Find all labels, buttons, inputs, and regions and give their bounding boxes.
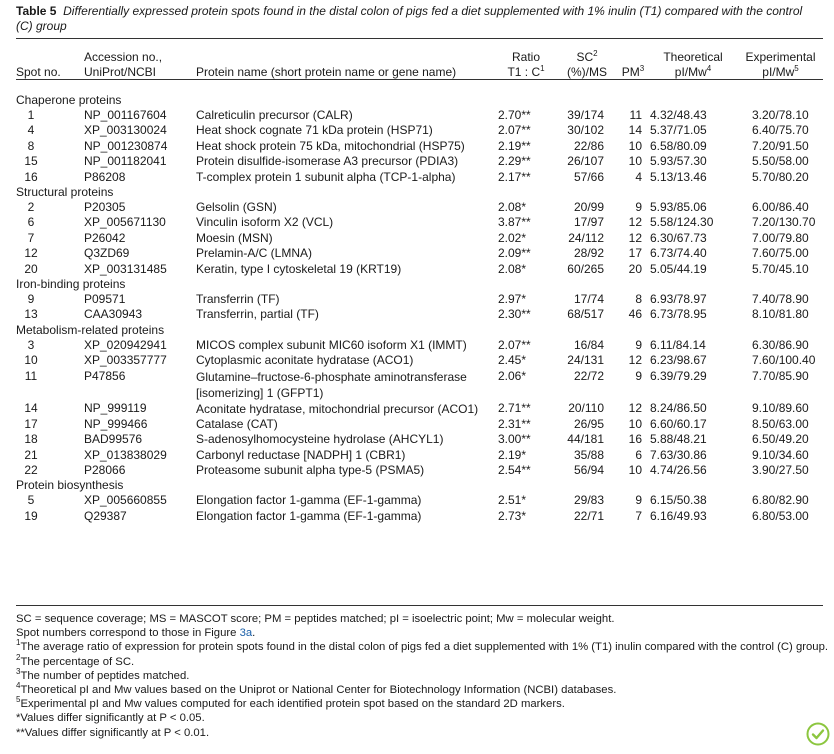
cell-theo: 5.13/13.46 <box>650 169 707 184</box>
cell-theo: 6.16/49.93 <box>650 508 707 523</box>
cell-spot: 14 <box>24 400 38 415</box>
cell-sc: 44/181 <box>567 432 604 447</box>
group-heading: Metabolism-related proteins <box>16 322 165 337</box>
cell-ratio: 2.29** <box>498 154 531 169</box>
cell-theo: 6.23/98.67 <box>650 353 707 368</box>
cell-name: MICOS complex subunit MIC60 isoform X1 (IMMT) <box>196 337 467 352</box>
cell-name: Transferrin (TF) <box>196 292 280 307</box>
cell-pm: 20 <box>628 261 642 276</box>
cell-theo: 8.24/86.50 <box>650 400 707 415</box>
cell-theo: 5.58/124.30 <box>650 215 714 230</box>
cell-sc: 35/88 <box>573 447 604 462</box>
group-heading: Chaperone proteins <box>16 93 122 107</box>
cell-pm: 10 <box>628 462 642 477</box>
cell-sc: 68/517 <box>567 307 604 322</box>
cell-theo: 5.88/48.21 <box>650 432 707 447</box>
cell-name: Protein disulfide-isomerase A3 precursor (PDIA3) <box>196 154 459 169</box>
group-row <box>16 323 823 338</box>
cell-theo: 6.60/60.17 <box>650 416 707 431</box>
cell-pm: 9 <box>635 368 642 383</box>
table-title: Differentially expressed protein spots found in the distal colon of pigs fed a diet supplemented with 1% inulin (T1) compared with the control (C) group <box>16 4 803 33</box>
cell-exp: 7.40/78.90 <box>752 292 809 307</box>
cell-theo: 7.63/30.86 <box>650 447 707 462</box>
cell-exp: 3.90/27.50 <box>752 462 809 477</box>
cell-name: Glutamine–fructose-6-phosphate aminotransferase [isomerizing] 1 (GFPT1) <box>196 369 467 400</box>
cell-sc: 22/86 <box>573 138 604 153</box>
cell-theo: 6.73/78.95 <box>650 307 707 322</box>
cell-ratio: 2.45* <box>498 353 527 368</box>
table-row <box>16 417 823 432</box>
cell-spot: 22 <box>24 462 38 477</box>
cell-spot: 10 <box>24 353 38 368</box>
table-row <box>16 123 823 138</box>
cell-spot: 19 <box>24 508 38 523</box>
cell-pm: 9 <box>635 337 642 352</box>
cell-pm: 4 <box>635 169 642 184</box>
crossmark-badge-icon[interactable] <box>806 722 830 746</box>
cell-spot: 9 <box>27 292 35 307</box>
cell-acc: P47856 <box>84 368 126 383</box>
footnote-sig-05: *Values differ significantly at P < 0.05. <box>16 712 205 725</box>
cell-spot: 17 <box>24 416 38 431</box>
cell-acc: XP_003131485 <box>84 261 167 276</box>
cell-ratio: 2.19* <box>498 447 527 462</box>
cell-acc: CAA30943 <box>84 307 143 322</box>
cell-sc: 26/107 <box>567 154 604 169</box>
table-row <box>16 215 823 230</box>
cell-name: Aconitate hydratase, mitochondrial precursor (ACO1) <box>196 401 479 416</box>
cell-spot: 11 <box>24 368 38 383</box>
cell-sc: 30/102 <box>567 123 604 138</box>
cell-theo: 4.74/26.56 <box>650 462 707 477</box>
cell-acc: P09571 <box>84 292 126 307</box>
cell-pm: 8 <box>635 292 642 307</box>
cell-pm: 17 <box>628 246 642 261</box>
cell-ratio: 2.31** <box>498 416 531 431</box>
cell-spot: 21 <box>24 447 38 462</box>
protein-table <box>16 41 823 524</box>
cell-ratio: 2.97* <box>498 292 527 307</box>
footnote-3: $^3$The number of peptides matched. <box>16 667 190 682</box>
cell-pm: 10 <box>628 138 642 153</box>
cell-pm: 12 <box>628 400 642 415</box>
cell-sc: 22/72 <box>573 368 604 383</box>
cell-spot: 2 <box>27 200 35 215</box>
table-row <box>16 338 823 353</box>
footnote-4: $^4$Theoretical pI and Mw values based on the Uniprot or National Center for Biotechnology Information (NCBI) databases. <box>16 681 617 697</box>
cell-sc: 17/97 <box>573 215 604 230</box>
table-header <box>16 41 823 79</box>
top-rule <box>16 38 823 39</box>
cell-exp: 6.80/82.90 <box>752 493 809 508</box>
cell-exp: 6.00/86.40 <box>752 200 809 215</box>
cell-exp: 7.20/130.70 <box>752 215 816 230</box>
cell-acc: XP_005671130 <box>84 215 166 230</box>
cell-spot: 12 <box>24 246 38 261</box>
group-heading: Structural proteins <box>16 185 114 200</box>
cell-exp: 3.20/78.10 <box>752 108 809 122</box>
cell-spot: 6 <box>27 215 35 230</box>
cell-spot: 8 <box>27 138 35 153</box>
cell-theo: 5.05/44.19 <box>650 261 707 276</box>
table-row <box>16 170 823 185</box>
cell-name: Catalase (CAT) <box>196 416 278 431</box>
cell-sc: 24/112 <box>568 230 604 245</box>
cell-ratio: 3.87** <box>498 215 531 230</box>
cell-sc: 22/71 <box>573 508 604 523</box>
cell-ratio: 2.19** <box>498 138 531 153</box>
cell-ratio: 2.07** <box>498 337 531 352</box>
cell-ratio: 2.51* <box>498 493 527 508</box>
cell-theo: 6.15/50.38 <box>650 493 707 508</box>
cell-exp: 8.10/81.80 <box>752 307 809 322</box>
cell-pm: 11 <box>629 108 642 122</box>
footnote-sig-01: **Values differ significantly at P < 0.01. <box>16 726 210 739</box>
table-row <box>16 246 823 261</box>
table-body <box>16 79 823 524</box>
cell-exp: 9.10/89.60 <box>752 400 809 415</box>
group-heading: Protein biosynthesis <box>16 478 124 493</box>
cell-sc: 20/99 <box>573 200 604 215</box>
table-row <box>16 307 823 322</box>
table-row <box>16 401 823 417</box>
col-theoretical: Theoretical pI/Mw$^4$ <box>663 50 723 79</box>
footnote-1: $^1$The average ratio of expression for protein spots found in the distal colon of pigs fed a diet supplemented with 1% (T1) inulin compared with the control (C) group. <box>16 638 828 654</box>
table-footnotes <box>16 612 828 740</box>
cell-theo: 5.93/85.06 <box>650 200 707 215</box>
cell-sc: 24/131 <box>567 353 604 368</box>
cell-pm: 10 <box>628 416 642 431</box>
cell-sc: 17/74 <box>573 292 604 307</box>
table-row <box>16 369 823 401</box>
cell-name: Moesin (MSN) <box>196 230 273 245</box>
cell-sc: 39/174 <box>567 108 604 122</box>
cell-name: Cytoplasmic aconitate hydratase (ACO1) <box>196 353 414 368</box>
figure-link[interactable]: 3a <box>239 627 253 640</box>
col-accession: Accession no., UniProt/NCBI <box>84 50 163 79</box>
cell-ratio: 3.00** <box>498 432 531 447</box>
cell-ratio: 2.71** <box>498 400 531 415</box>
cell-ratio: 2.09** <box>498 246 531 261</box>
group-row <box>16 79 823 108</box>
cell-theo: 6.73/74.40 <box>650 246 707 261</box>
cell-acc: Q3ZD69 <box>84 246 130 261</box>
cell-name: Gelsolin (GSN) <box>196 200 277 215</box>
group-row <box>16 277 823 292</box>
col-ratio: Ratio T1 : $C^1$ <box>507 50 545 79</box>
cell-spot: 1 <box>27 108 35 122</box>
cell-spot: 20 <box>24 261 38 276</box>
cell-sc: 57/66 <box>573 169 604 184</box>
table-row <box>16 509 823 524</box>
table-row <box>16 262 823 277</box>
cell-ratio: 2.73* <box>498 508 527 523</box>
table-row <box>16 353 823 368</box>
cell-spot: 15 <box>24 154 38 169</box>
cell-exp: 5.70/80.20 <box>752 169 809 184</box>
cell-acc: NP_999119 <box>84 400 147 415</box>
cell-exp: 9.10/34.60 <box>752 447 809 462</box>
col-sc-ms: $SC^2$ (%)/MS <box>567 49 607 79</box>
cell-acc: XP_005660855 <box>84 493 167 508</box>
group-row <box>16 478 823 493</box>
cell-sc: 28/92 <box>573 246 604 261</box>
cell-acc: NP_999466 <box>84 416 148 431</box>
cell-acc: XP_013838029 <box>84 447 167 462</box>
cell-ratio: 2.08* <box>498 200 527 215</box>
cell-acc: NP_001182041 <box>84 154 167 169</box>
cell-theo: 6.30/67.73 <box>650 230 707 245</box>
cell-pm: 9 <box>635 200 642 215</box>
cell-pm: 12 <box>628 230 642 245</box>
cell-ratio: 2.07** <box>498 123 531 138</box>
cell-exp: 6.80/53.00 <box>752 508 809 523</box>
cell-pm: 12 <box>628 215 642 230</box>
table-row <box>16 154 823 169</box>
cell-pm: 6 <box>635 447 642 462</box>
table-row <box>16 463 823 478</box>
cell-name: Proteasome subunit alpha type-5 (PSMA5) <box>196 462 425 477</box>
cell-name: T-complex protein 1 subunit alpha (TCP-1-alpha) <box>196 169 456 184</box>
cell-sc: 20/110 <box>568 400 604 415</box>
cell-theo: 6.58/80.09 <box>650 138 707 153</box>
cell-exp: 7.00/79.80 <box>752 230 809 245</box>
cell-sc: 29/83 <box>573 493 604 508</box>
cell-spot: 4 <box>27 123 35 138</box>
footnote-5: $^5$Experimental pI and Mw values computed for each identified protein spot based on the standard 2D markers. <box>16 695 565 711</box>
table-row <box>16 231 823 246</box>
cell-pm: 12 <box>628 353 642 368</box>
cell-spot: 16 <box>24 169 38 184</box>
cell-name: Prelamin-A/C (LMNA) <box>196 246 313 261</box>
cell-exp: 7.60/100.40 <box>752 353 816 368</box>
table-row <box>16 448 823 463</box>
footnote-abbreviations: SC = sequence coverage; MS = MASCOT score; PM = peptides matched; pI = isoelectric point; Mw = molecular weight. <box>16 613 615 625</box>
col-protein-name: Protein name (short protein name or gene name) <box>196 64 457 79</box>
cell-name: Calreticulin precursor (CALR) <box>196 108 353 122</box>
cell-name: Carbonyl reductase [NADPH] 1 (CBR1) <box>196 447 406 462</box>
cell-acc: XP_020942941 <box>84 337 167 352</box>
cell-spot: 7 <box>27 230 35 245</box>
table-row <box>16 432 823 447</box>
table-row <box>16 292 823 307</box>
cell-sc: 26/95 <box>573 416 604 431</box>
table-row <box>16 139 823 154</box>
cell-theo: 4.32/48.43 <box>650 108 707 122</box>
cell-exp: 5.70/45.10 <box>752 261 809 276</box>
cell-pm: 9 <box>635 493 642 508</box>
group-heading: Iron-binding proteins <box>16 277 126 292</box>
bottom-rule <box>16 605 823 606</box>
table-row <box>16 493 823 508</box>
cell-name: Keratin, type I cytoskeletal 19 (KRT19) <box>196 261 402 276</box>
cell-acc: NP_001167604 <box>84 108 167 122</box>
cell-name: Transferrin, partial (TF) <box>196 307 319 322</box>
cell-pm: 46 <box>628 307 642 322</box>
cell-name: Elongation factor 1-gamma (EF-1-gamma) <box>196 493 422 508</box>
cell-pm: 16 <box>628 432 642 447</box>
cell-theo: 5.93/57.30 <box>650 154 707 169</box>
cell-acc: P86208 <box>84 169 126 184</box>
cell-name: Heat shock protein 75 kDa, mitochondrial (HSP75) <box>196 138 465 153</box>
cell-theo: 5.37/71.05 <box>650 123 707 138</box>
cell-spot: 13 <box>24 307 38 322</box>
cell-sc: 16/84 <box>573 337 604 352</box>
cell-exp: 6.30/86.90 <box>752 337 809 352</box>
cell-acc: P20305 <box>84 200 126 215</box>
cell-theo: 6.93/78.97 <box>650 292 707 307</box>
cell-exp: 7.60/75.00 <box>752 246 809 261</box>
footnote-spot-ref: Spot numbers correspond to those in Figure 3a. <box>16 627 256 640</box>
cell-acc: P26042 <box>84 230 126 245</box>
cell-ratio: 2.17** <box>498 169 531 184</box>
cell-acc: BAD99576 <box>84 432 143 447</box>
footnote-2: $^2$The percentage of SC. <box>16 652 135 668</box>
table-row <box>16 200 823 215</box>
cell-exp: 8.50/63.00 <box>752 416 809 431</box>
cell-exp: 7.70/85.90 <box>752 368 809 383</box>
cell-pm: 7 <box>635 508 642 523</box>
cell-name: Elongation factor 1-gamma (EF-1-gamma) <box>196 508 422 523</box>
cell-ratio: 2.08* <box>498 261 527 276</box>
cell-spot: 3 <box>27 337 35 352</box>
cell-name: Heat shock cognate 71 kDa protein (HSP71) <box>196 123 433 138</box>
cell-exp: 5.50/58.00 <box>752 154 809 169</box>
cell-spot: 5 <box>27 493 35 508</box>
cell-exp: 7.20/91.50 <box>752 138 809 153</box>
cell-theo: 6.11/84.14 <box>650 337 706 352</box>
cell-ratio: 2.30** <box>498 307 531 322</box>
cell-ratio: 2.70** <box>498 108 531 122</box>
table-caption <box>16 4 821 33</box>
cell-acc: XP_003130024 <box>84 123 167 138</box>
cell-theo: 6.39/79.29 <box>650 368 707 383</box>
cell-sc: 60/265 <box>567 261 604 276</box>
cell-acc: P28066 <box>84 462 126 477</box>
col-pm: $PM^3$ <box>621 63 645 79</box>
col-spot-no: Spot no. <box>16 64 61 79</box>
table-label: Table 5 <box>16 4 57 18</box>
cell-exp: 6.50/49.20 <box>752 432 809 447</box>
cell-ratio: 2.54** <box>498 462 531 477</box>
group-row <box>16 185 823 200</box>
cell-acc: XP_003357777 <box>84 353 167 368</box>
cell-ratio: 2.02* <box>498 230 527 245</box>
cell-pm: 14 <box>628 123 642 138</box>
cell-name: S-adenosylhomocysteine hydrolase (AHCYL1) <box>196 432 444 447</box>
cell-acc: NP_001230874 <box>84 138 168 153</box>
cell-acc: Q29387 <box>84 508 127 523</box>
cell-spot: 18 <box>24 432 38 447</box>
cell-pm: 10 <box>628 154 642 169</box>
table-row <box>16 108 823 123</box>
cell-exp: 6.40/75.70 <box>752 123 809 138</box>
cell-name: Vinculin isoform X2 (VCL) <box>196 215 334 230</box>
cell-sc: 56/94 <box>573 462 604 477</box>
col-experimental: Experimental pI/Mw$^5$ <box>745 50 816 79</box>
cell-ratio: 2.06* <box>498 368 527 383</box>
